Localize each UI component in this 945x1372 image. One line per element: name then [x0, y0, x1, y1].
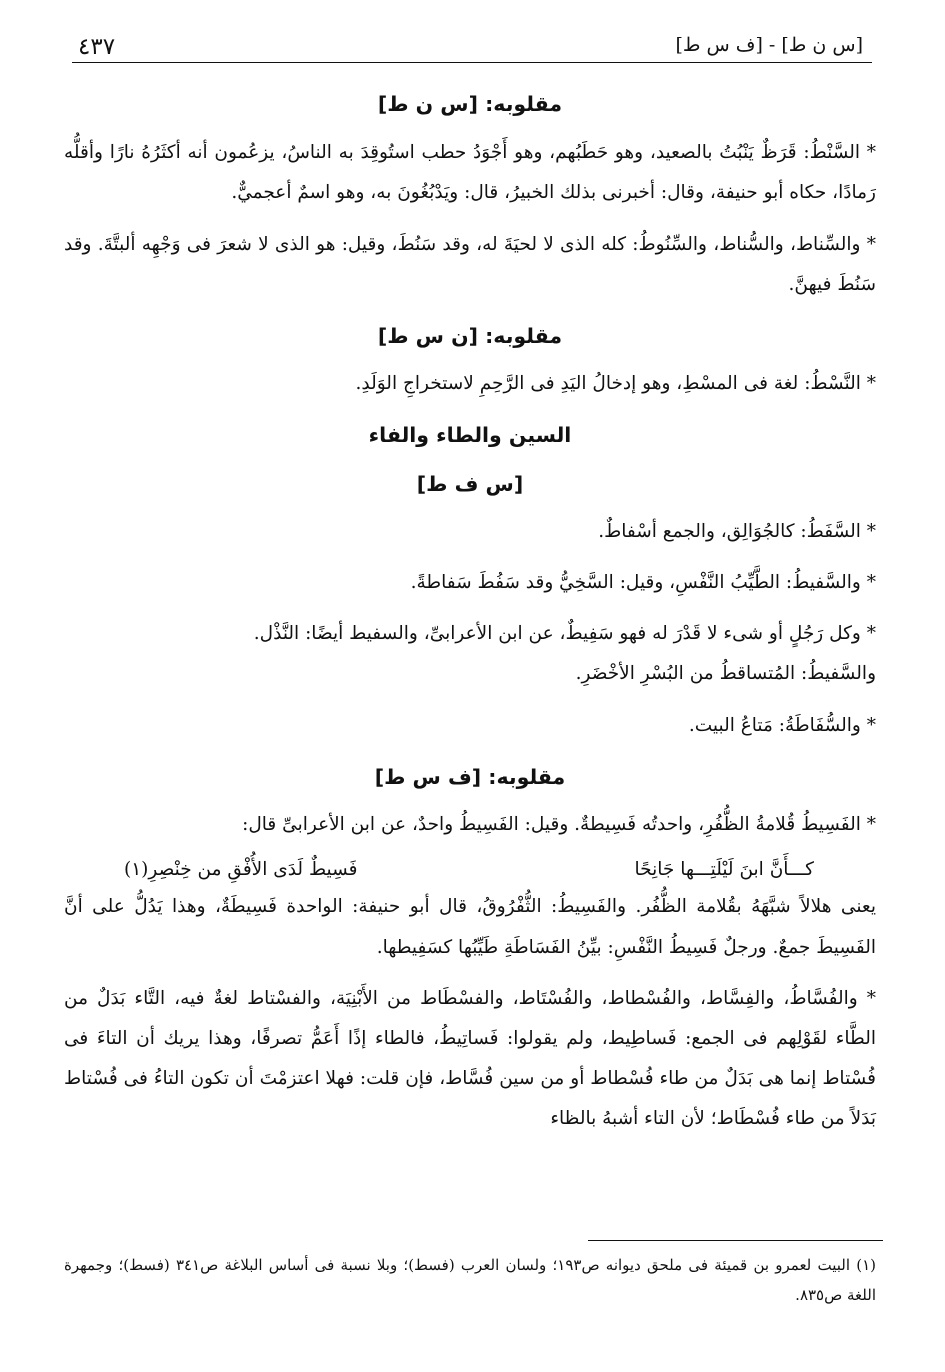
footnote-text: (١) البيت لعمرو بن قميئة فى ملحق ديوانه ص١٩٣؛ ولسان العرب (فسط)؛ وبلا نسبة فى أساس البلاغة ص٣٤١ (فسط)؛ وجمهرة اللغة ص٨٣٥. — [64, 1256, 876, 1304]
chapter-heading-sin-ta-fa: السين والطاء والفاء — [368, 423, 572, 448]
entry-safit-busr: والسَّفيطُ: المُتساقطُ من البُسْرِ الأخْضَرِ. — [575, 663, 876, 685]
entry-safat: * السَّفَطُ: كالجُوَالِق، والجمع أسْفاطٌ. — [598, 520, 876, 542]
entry-sant: * السَّنْطُ: قَرَظٌ يَنْبُتُ بالصعيد، وهو حَطَبُهم، وهو أَجْوَدُ حطب استُوقِدَ به الناسُ، يزعُمون أنه أكثَرُهُ نارًا وأقلُّه رَمادًا، حكاه أبو حنيفة، وقال: أخبرنى بذلك الخبيرُ، قال: ويَدْبُغُونَ به، وهو اسمٌ أعجميٌّ. — [64, 142, 876, 204]
entry-sufata: * والسُّفَاطَةُ: مَتاعُ البيت. — [688, 714, 876, 736]
entry-fasit: * الفَسِيطُ قُلامةُ الظُّفُرِ، واحدتُه فَسِيطةٌ. وقيل: الفَسِيطُ واحدٌ، عن ابن الأعرابىِّ قال: — [242, 814, 876, 836]
poetry-verse — [64, 850, 876, 890]
header-rule — [72, 62, 872, 63]
entry-safit: * والسَّفيطُ: الطَّيِّبُ النَّفْسِ، وقيل: السَّخِيُّ وقد سَفُطَ سَفاطةً. — [410, 572, 876, 594]
verse-first-hemistich: كـــأَنَّ ابنَ لَيْلَتِـــها جَانِحًا — [634, 859, 814, 881]
section-title: [س ن ط] - [ف س ط] — [675, 34, 863, 56]
page-number: ٤٣٧ — [78, 34, 116, 60]
entry-fustat: * والفُسَّاطُ، والفِسَّاط، والفُسْطاط، والفُسْتَاط، والفسْطَاط من الأَبْنِيَة، والفسْتاط لغةٌ فيه، التَّاء بَدَلٌ من الطَّاء لقَوْلِهم فى الجمع: فَساطِيط، ولم يقولوا: فَساتِيطُ، فالطاء إذًا أَعَمُّ تصرفًا، وهذا يريك أن التاءَ فى فُسْتاط إنما هى بَدَلٌ من طاء فُسْطاط أو من سين فُسَّاط، فإن قلت: فهلا اعتزمْتَ أن تكون التاءُ فى فُسْتاط بَدَلاً من طاء فُسْطَاط؛ لأن التاء أشبهُ بالظاء — [64, 987, 876, 1130]
footnote — [64, 1250, 876, 1310]
entry-nast: * النَّسْطُ: لغة فى المسْطِ، وهو إدخالُ اليَدِ فى الرَّحِمِ لاستخراجِ الوَلَدِ. — [355, 373, 876, 395]
entry-safit-nadhl: * وكل رَجُلٍ أو شىء لا قَدْرَ له فهو سَفِيطٌ، عن ابن الأعرابىِّ، والسفيط أيضًا: النَّذْل. — [253, 623, 876, 645]
footnote-rule — [588, 1240, 883, 1241]
heading-maqlub-fst: مقلوبه: [ف س ط] — [374, 764, 566, 789]
heading-maqlub-snt: مقلوبه: [س ن ط] — [377, 92, 563, 116]
entry-sinat: * والسِّناط، والسُّناط، والسِّنُوطُ: كله الذى لا لحيَةَ له، وقد سَنُطَ، وقيل: هو الذى لا شعرَ فى وَجْهِه ألبتَّةَ. وقد سَنُطَ فيهنَّ. — [64, 233, 876, 295]
page-body — [64, 82, 876, 1212]
entry-fasit-explanation: يعنى هلالاً شبَّهَهُ بقُلامة الظُّفُر. والفَسِيطُ: الثُّفْرُوقُ، قال أبو حنيفة: الواحدة فَسِيطَةٌ، وهذا يَدُلُّ على أنَّ الفَسِيطَ جمعٌ. ورجلٌ فَسِيطُ النَّفْسِ: بيِّنُ الفَسَاطَةِ طَيِّبُها كسَفِيطها. — [64, 896, 876, 958]
verse-second-hemistich: فَسِيطٌ لَدَى الأُفْقِ من خِنْصِرِ(١) — [124, 859, 358, 881]
heading-sft: [س ف ط] — [416, 471, 524, 496]
heading-maqlub-nst: مقلوبه: [ن س ط] — [377, 324, 563, 349]
running-head — [78, 28, 863, 64]
